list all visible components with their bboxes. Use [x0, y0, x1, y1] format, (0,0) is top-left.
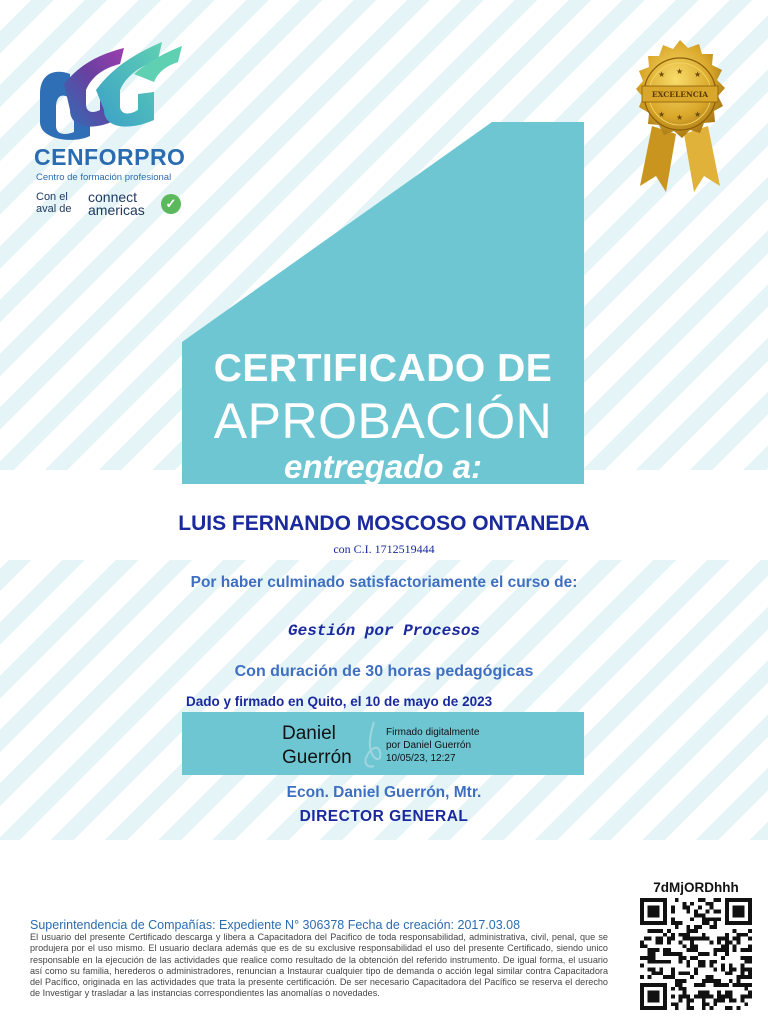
signature-note [386, 726, 479, 765]
course-name: Gestión por Procesos [287, 622, 481, 640]
signer-title: DIRECTOR GENERAL [299, 808, 469, 825]
signature-name [282, 722, 352, 770]
registry-info: Superintendencia de Compañías: Expediente N° 306378 Fecha de creación: 2017.03.08 [30, 918, 521, 932]
issue-date: Dado y firmado en Quito, el 10 de mayo de 2023 [186, 694, 493, 709]
svg-text:★: ★ [658, 70, 666, 79]
partner-line1: connect [88, 189, 138, 205]
signature-name-line1: Daniel [282, 723, 336, 744]
signature-note-line2: por Daniel Guerrón [386, 740, 472, 751]
partner-line2: americas [88, 202, 145, 218]
svg-text:★: ★ [658, 110, 666, 119]
aval-label [36, 191, 71, 215]
recipient-id: con C.I. 1712519444 [333, 542, 435, 556]
title-line1: CERTIFICADO DE [213, 347, 553, 390]
signature-note-line1: Firmado digitalmente [386, 727, 480, 738]
recipient-name: LUIS FERNANDO MOSCOSO ONTANEDA [178, 512, 590, 535]
signature-note-line3: 10/05/23, 12:27 [386, 753, 456, 764]
legal-disclaimer: El usuario del presente Certificado descarga y libera a Capacitadora del Pacifico de toda responsabilidad, administrativa, civil, penal, que se produjera por el uso mismo. El usuario declara además que es de su exclusive responsabilidad el uso del presente Certificado, siendo unico responsable en la ejecución de las actividades que realice como resultado de la obtención del referido instrumento. De igual forma, el usuario así como su familia, herederos o administradores, renuncian a Instaurar cualquier tipo de demanda o acción legal similar contra Capacitadora del Pacífico, originada en las actividades que trata la presente certificación. De ser necesario Capacitadora del Pacífico se reserva el derecho de Investigar y trasladar a las instancias correspondientes las anomalías o novedades. [30, 932, 608, 999]
signer-name: Econ. Daniel Guerrón, Mtr. [286, 784, 482, 801]
brand-name: CENFORPRO [34, 144, 186, 170]
verification-code: 7dMjORDhhh [653, 880, 739, 895]
brand-subtitle: Centro de formación profesional [36, 172, 172, 183]
course-intro: Por haber culminado satisfactoriamente el curso de: [190, 574, 578, 591]
check-icon: ✓ [161, 194, 181, 214]
course-duration: Con duración de 30 horas pedagógicas [234, 663, 534, 680]
partner-logo [88, 191, 145, 217]
aval-line2: aval de [36, 203, 72, 215]
title-line3: entregado a: [283, 448, 483, 485]
title-line2: APROBACIÓN [213, 393, 553, 449]
svg-text:★: ★ [676, 113, 684, 122]
svg-text:★: ★ [676, 67, 684, 76]
qr-code-icon[interactable] [640, 898, 752, 1010]
svg-text:★: ★ [694, 70, 702, 79]
svg-text:★: ★ [694, 110, 702, 119]
seal-label: EXCELENCIA [651, 90, 709, 99]
aval-line1: Con el [36, 191, 68, 203]
cenforpro-logo-icon [34, 34, 186, 140]
signature-name-line2: Guerrón [282, 747, 352, 768]
excellence-seal-icon [620, 38, 740, 198]
